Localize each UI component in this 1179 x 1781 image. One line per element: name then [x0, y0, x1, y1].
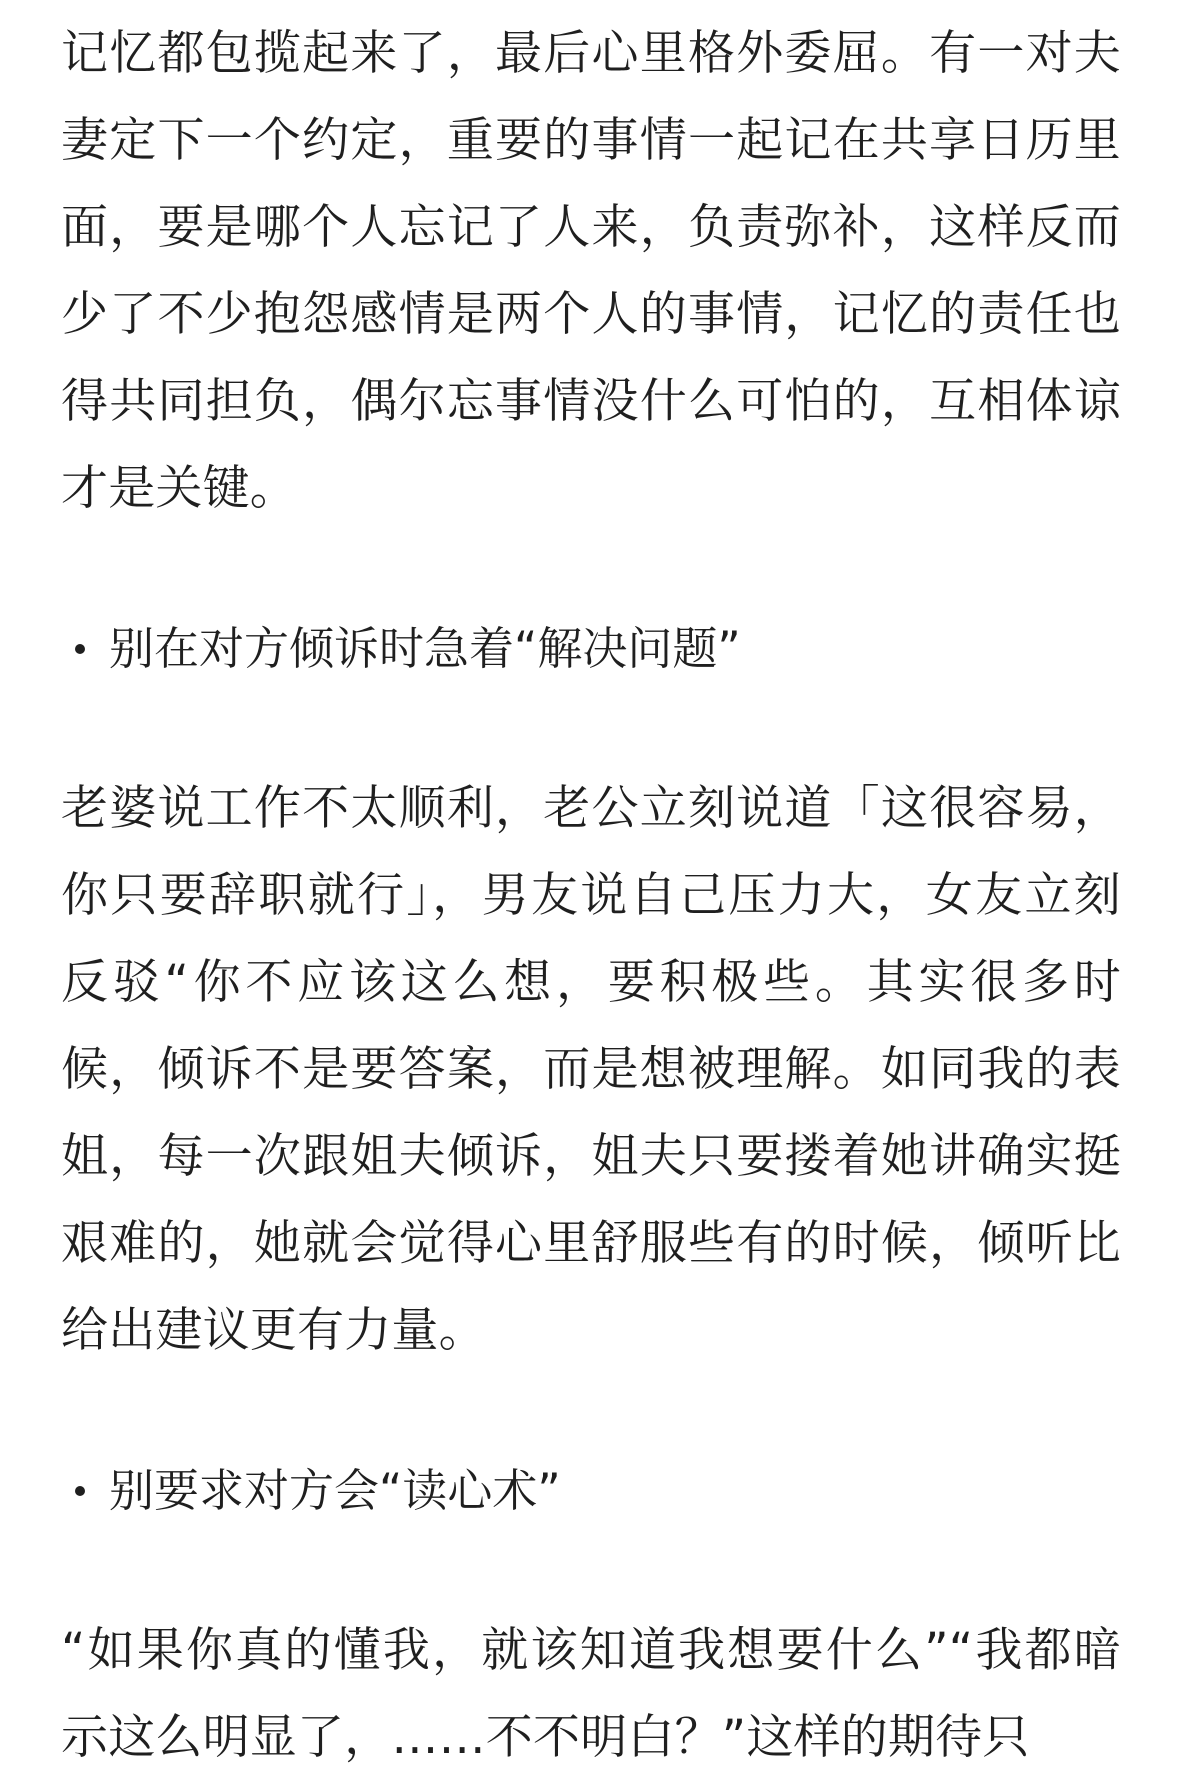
spacer — [61, 1534, 1121, 1607]
bullet-item-mind-reading — [61, 1447, 1121, 1534]
spacer — [61, 1374, 1121, 1447]
paragraph-expectations: “如果你真的懂我，就该知道我想要什么”“我都暗示这么明显了，……不不明白？”这样的期待只 — [61, 1623, 1121, 1765]
bullet-dot-icon — [75, 644, 85, 654]
paragraph-shared-memory: 记忆都包揽起来了，最后心里格外委屈。有一对夫妻定下一个约定，重要的事情一起记在共享日历里面，要是哪个人忘记了人来，负责弥补，这样反而少了不少抱怨感情是两个人的事情，记忆的责任也得共同担负，偶尔忘事情没什么可怕的，互相体谅才是关键。 — [61, 26, 1121, 516]
paragraph-listening: 老婆说工作不太顺利，老公立刻说道「这很容易，你只要辞职就行」，男友说自己压力大，女友立刻反驳“你不应该这么想，要积极些。其实很多时候，倾诉不是要答案，而是想被理解。如同我的表姐，每一次跟姐夫倾诉，姐夫只要搂着她讲确实挺艰难的，她就会觉得心里舒服些有的时候，倾听比给出建议更有力量。 — [61, 781, 1121, 1358]
spacer — [61, 532, 1121, 605]
article-body — [61, 10, 1121, 1781]
bullet-label: 别要求对方会“读心术” — [109, 1464, 561, 1517]
bullet-label: 别在对方倾诉时急着“解决问题” — [109, 622, 741, 675]
bullet-dot-icon — [75, 1486, 85, 1496]
bullet-item-solve-problem — [61, 605, 1121, 692]
spacer — [61, 692, 1121, 765]
